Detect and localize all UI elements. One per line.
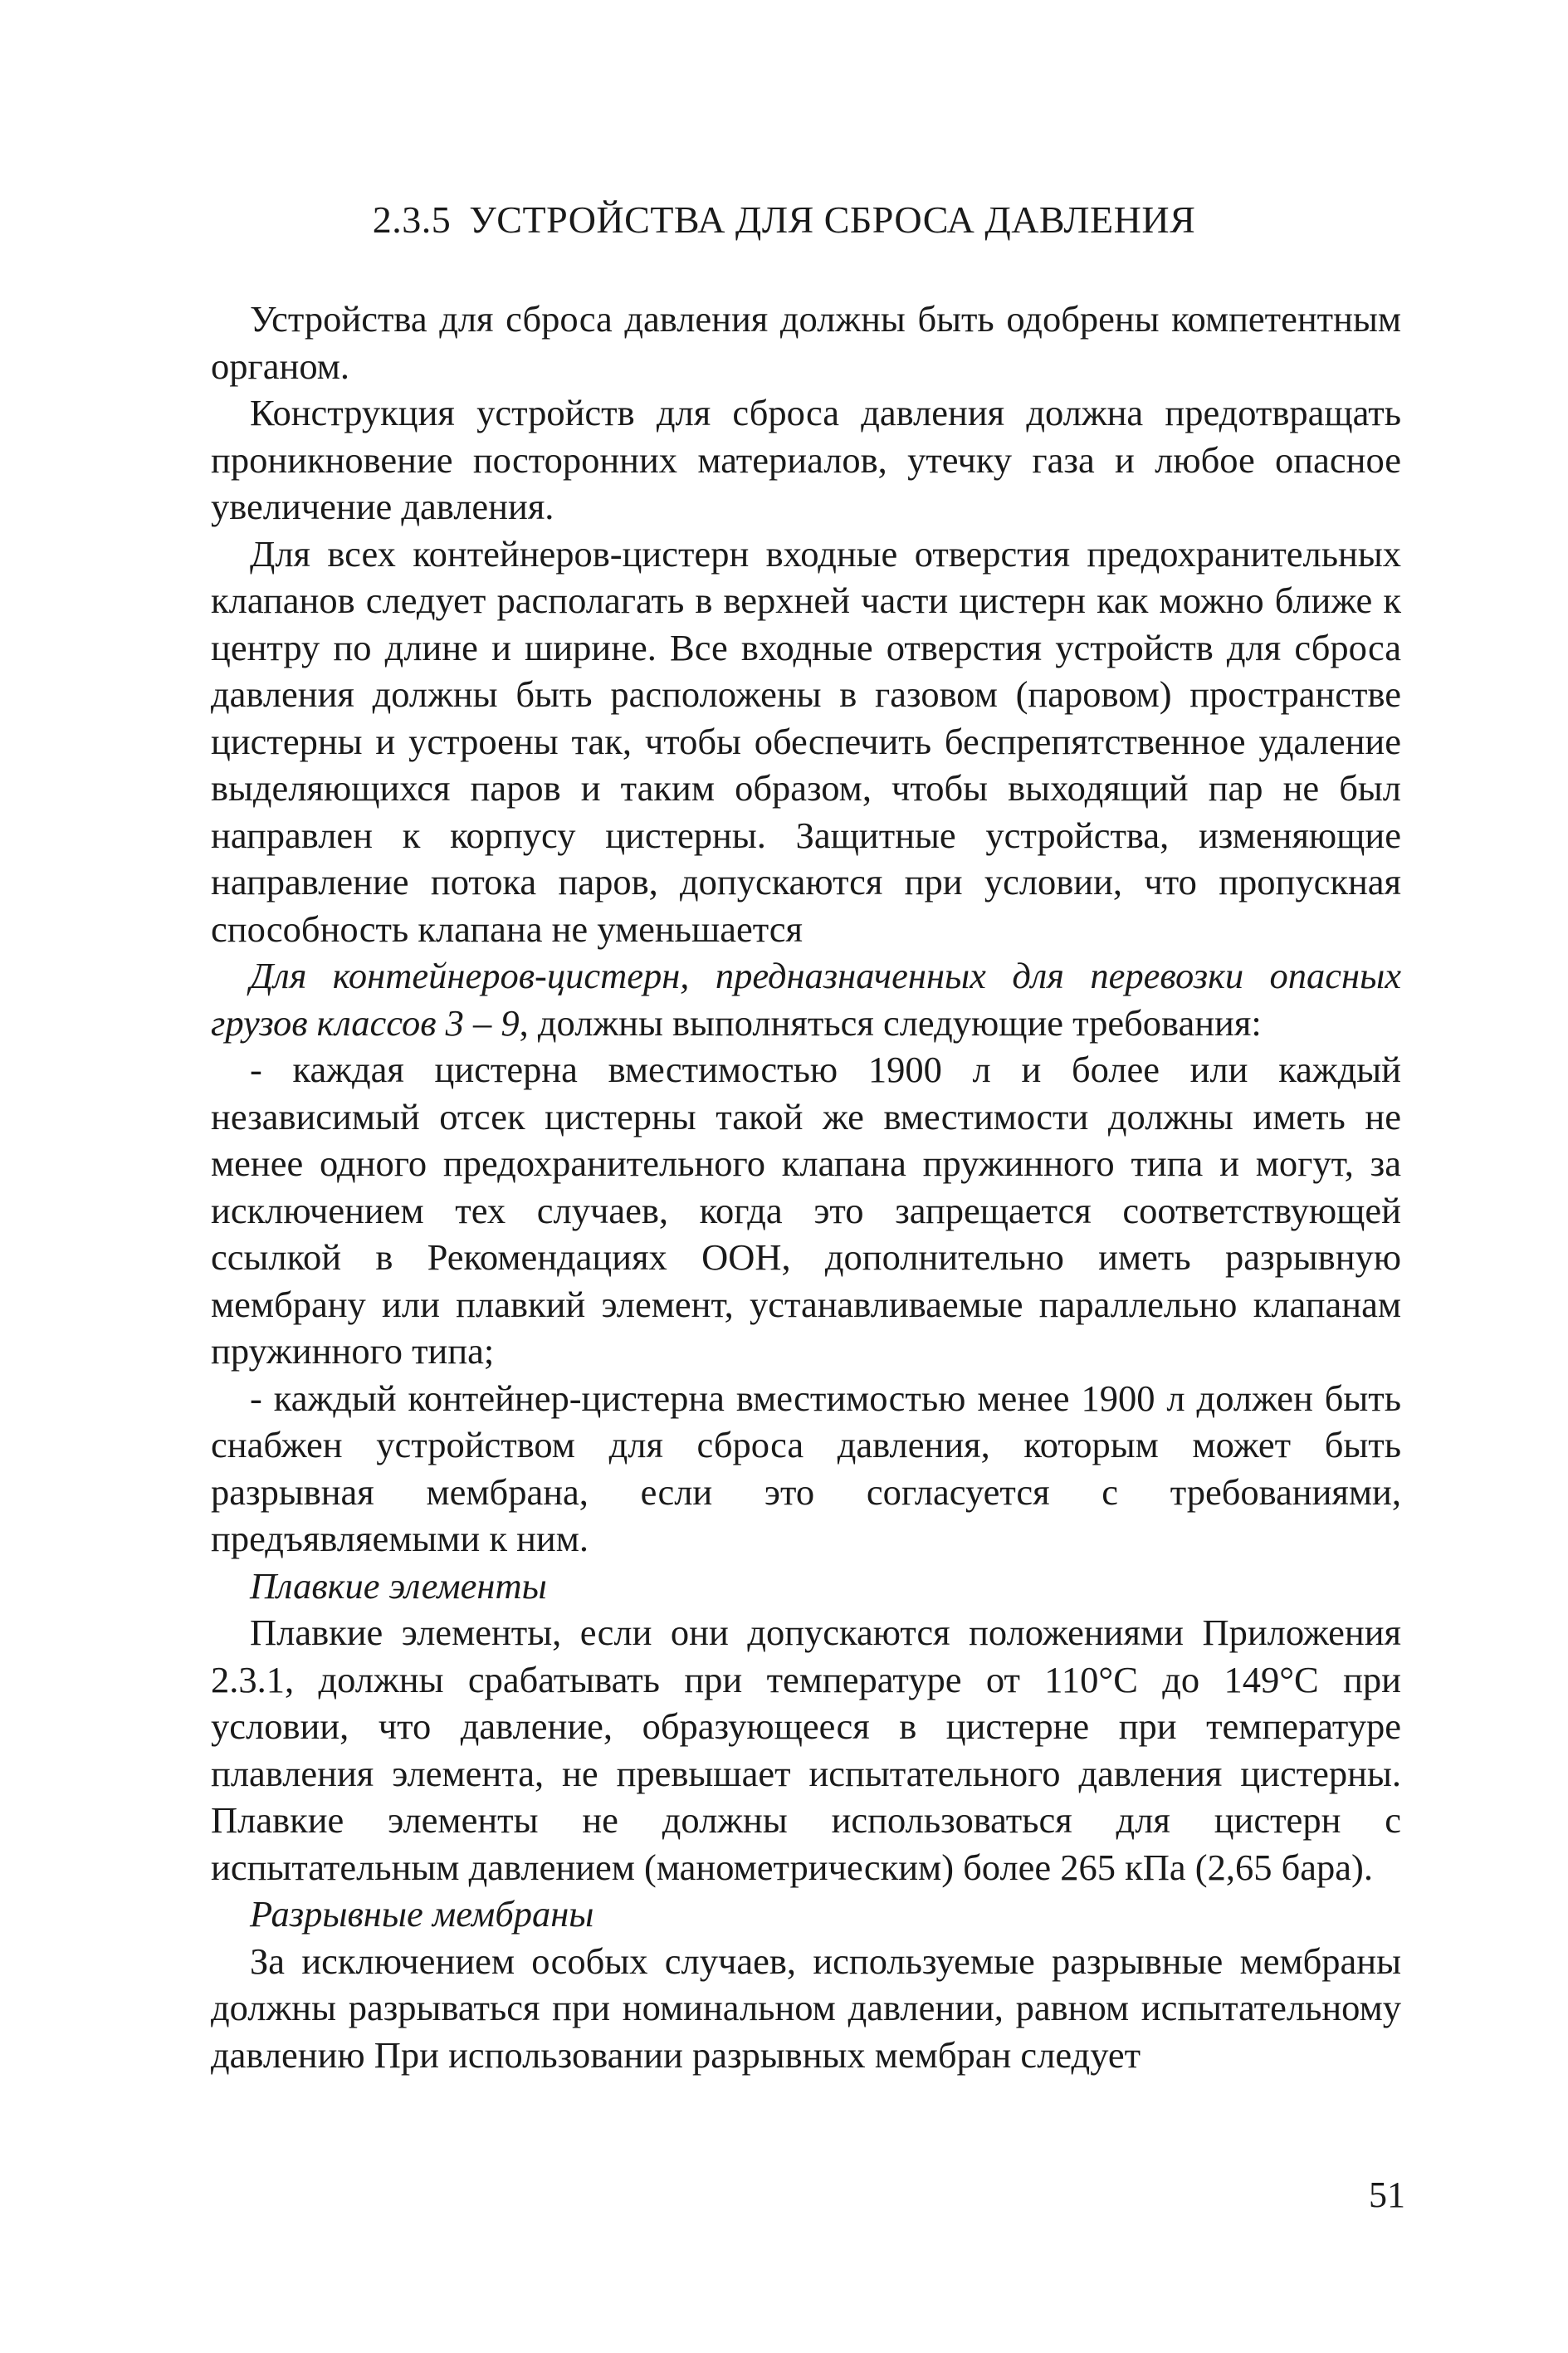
requirements-italic-lead: Для контейнеров-цистерн, предназначенных для перевозки опасных грузов классов 3 – 9 [211, 955, 1401, 1044]
section-heading [0, 198, 1568, 242]
section-number: 2.3.5 [372, 198, 452, 241]
paragraph-approval: Устройства для сброса давления должны быть одобрены компетентным органом. [211, 298, 1401, 387]
body-text [211, 296, 1401, 2078]
list-item: - каждый контейнер-цистерна вместимостью менее 1900 л должен быть снабжен устройством для сброса давления, которым может быть разрывная мембрана, если это согласуется с требованиями, предъявляемыми к ним. [211, 1377, 1401, 1559]
requirements-lead-rest: , должны выполняться следующие требования: [519, 1001, 1262, 1044]
paragraph-inlet-openings: Для всех контейнеров-цистерн входные отверстия предохранительных клапанов следует располагать в верхней части цистерн как можно ближе к центру по длине и ширине. Все входные отверстия устройств для сброса давления должны быть расположены в газовом (паровом) пространстве цистерны и устроены так, чтобы обеспечить беспрепятственное удаление выделяющихся паров и таким образом, чтобы выходящий пар не был направлен к корпусу цистерны. Защитные устройства, изменяющие направление потока паров, допускаются при условии, что пропускная способность клапана не уменьшается [211, 532, 1401, 950]
subheading-fusible-elements: Плавкие элементы [250, 1564, 547, 1607]
paragraph-design: Конструкция устройств для сброса давления должна предотвращать проникновение посторонних материалов, утечку газа и любое опасное увеличение давления. [211, 392, 1401, 527]
paragraph-fusible-elements: Плавкие элементы, если они допускаются положениями Приложения 2.3.1, должны срабатывать при температуре от 110°С до 149°С при условии, что давление, образующееся в цистерне при температуре плавления элемента, не превышает испытательного давления цистерны. Плавкие элементы не должны использоваться для цистерн с испытательным давлением (манометрическим) более 265 кПа (2,65 бара). [211, 1612, 1401, 1888]
paragraph-bursting-discs: За исключением особых случаев, используемые разрывные мембраны должны разрываться при номинальном давлении, равном испытательному давлению При использовании разрывных мембран следует [211, 1940, 1401, 2076]
page-number: 51 [1369, 2174, 1405, 2215]
subheading-bursting-discs: Разрывные мембраны [250, 1893, 594, 1935]
section-title: УСТРОЙСТВА ДЛЯ СБРОСА ДАВЛЕНИЯ [469, 198, 1196, 241]
paragraph-requirements-intro [211, 952, 1401, 1046]
list-item: - каждая цистерна вместимостью 1900 л и более или каждый независимый отсек цистерны такой же вместимости должны иметь не менее одного предохранительного клапана пружинного типа и могут, за исключением тех случаев, когда это запрещается соответствующей ссылкой в Рекомендациях ООН, дополнительно иметь разрывную мембрану или плавкий элемент, устанавливаемые параллельно клапанам пружинного типа; [211, 1049, 1401, 1372]
